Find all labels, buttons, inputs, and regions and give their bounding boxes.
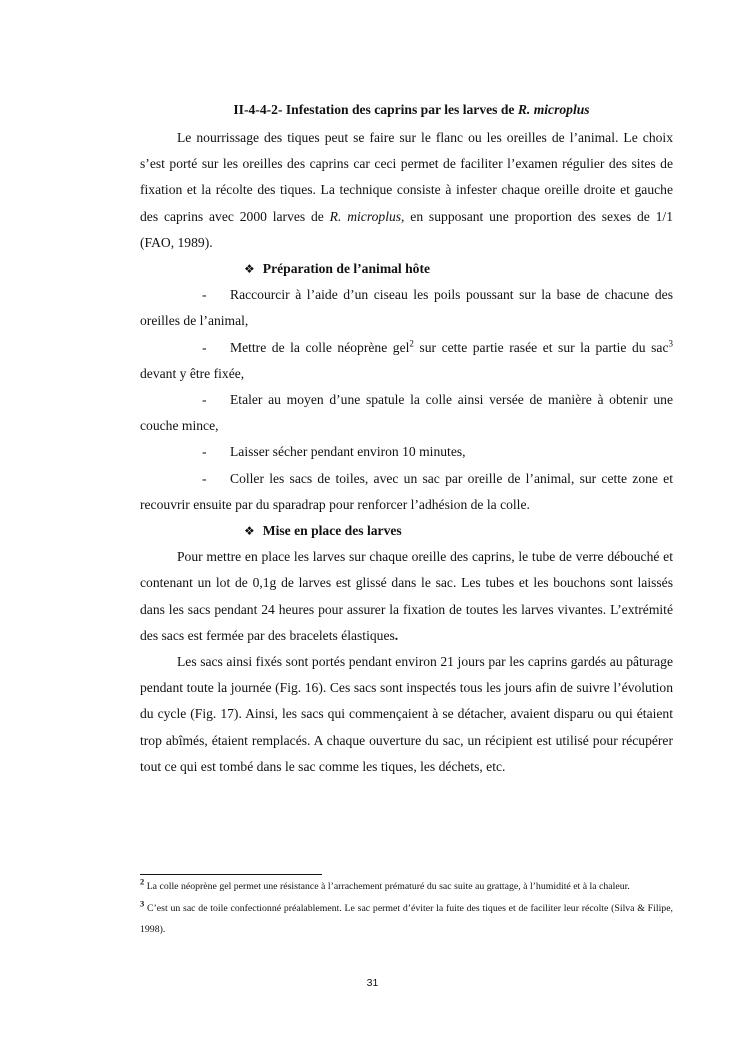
list-item: - Coller les sacs de toiles, avec un sac par oreille de l’animal, sur cette zone et recouvrir ensuite par du sparadrap pour renforcer l’adhésion de la colle. bbox=[140, 470, 673, 512]
footnote-ref[interactable]: 2 bbox=[409, 338, 414, 349]
list-item: - Raccourcir à l’aide d’un ciseau les poils poussant sur la base de chacune des oreilles de l’animal, bbox=[140, 287, 673, 329]
page-number: 31 bbox=[366, 977, 379, 989]
list-item: - Mettre de la colle néoprène gel$^2$ sur cette partie rasée et sur la partie du sac$^3$ devant y être fixée, bbox=[140, 338, 673, 381]
diamond-bullet-icon: ❖ bbox=[244, 524, 255, 539]
footnote: $^3$ C’est un sac de toile confectionné préalablement. Le sac permet d’éviter la fuite des tiques et de faciliter leur récolte (Silva & Filipe, 1998). bbox=[140, 898, 673, 935]
footnote-divider bbox=[140, 874, 322, 875]
list-item: - Laisser sécher pendant environ 10 minutes, bbox=[202, 444, 466, 460]
paragraph-bag-inspection: Les sacs ainsi fixés sont portés pendant environ 21 jours par les caprins gardés au pâturage pendant toute la journée (Fig. 16). Ces sacs sont inspectés tous les jours afin de suivre l’évolution du cycle (Fig. 17). Ainsi, les sacs qui commençaient à se détacher, avaient disparu ou qui étaient trop abîmés, étaient remplacés. A chaque ouverture du sac, un récipient est utilisé pour récupérer tout ce qui est tombé dans le sac comme les tiques, les déchets, etc. bbox=[140, 654, 673, 774]
page-body bbox=[140, 100, 673, 780]
paragraph-intro: Le nourrissage des tiques peut se faire sur le flanc ou les oreilles de l’animal. Le choix s’est porté sur les oreilles des caprins car ceci permet de faciliter l’examen régulier des sites de fixation et la récolte des tiques. La technique consiste à infester chaque oreille droite et gauche des caprins avec 2000 larves de R. microplus, en supposant une proportion des sexes de 1/1 (FAO, 1989). bbox=[140, 130, 674, 250]
footnote-ref[interactable]: 3 bbox=[668, 338, 673, 349]
section-heading: II-4-4-2- Infestation des caprins par les larves de R. microplus bbox=[233, 102, 590, 117]
footnote: $^2$ La colle néoprène gel permet une résistance à l’arrachement prématuré du sac suite au grattage, à l’humidité et à la chaleur. bbox=[140, 876, 630, 892]
subsection-heading-host-preparation: ❖ Préparation de l’animal hôte bbox=[244, 261, 431, 277]
list-item: - Etaler au moyen d’une spatule la colle ainsi versée de manière à obtenir une couche mince, bbox=[140, 392, 673, 434]
footnotes bbox=[140, 876, 673, 941]
paragraph-larvae-placement: Pour mettre en place les larves sur chaque oreille des caprins, le tube de verre débouché et contenant un lot de 0,1g de larves est glissé dans le sac. Les tubes et les bouchons sont laissés dans les sacs pendant 24 heures pour assurer la fixation de toutes les larves vivantes. L’extrémité des sacs est fermée par des bracelets élastiques. bbox=[140, 549, 673, 643]
species-name: R. microplus bbox=[517, 102, 590, 117]
diamond-bullet-icon: ❖ bbox=[244, 262, 255, 277]
species-name: R. microplus, bbox=[329, 208, 405, 224]
subsection-heading-larvae-placement: ❖ Mise en place des larves bbox=[244, 523, 402, 539]
